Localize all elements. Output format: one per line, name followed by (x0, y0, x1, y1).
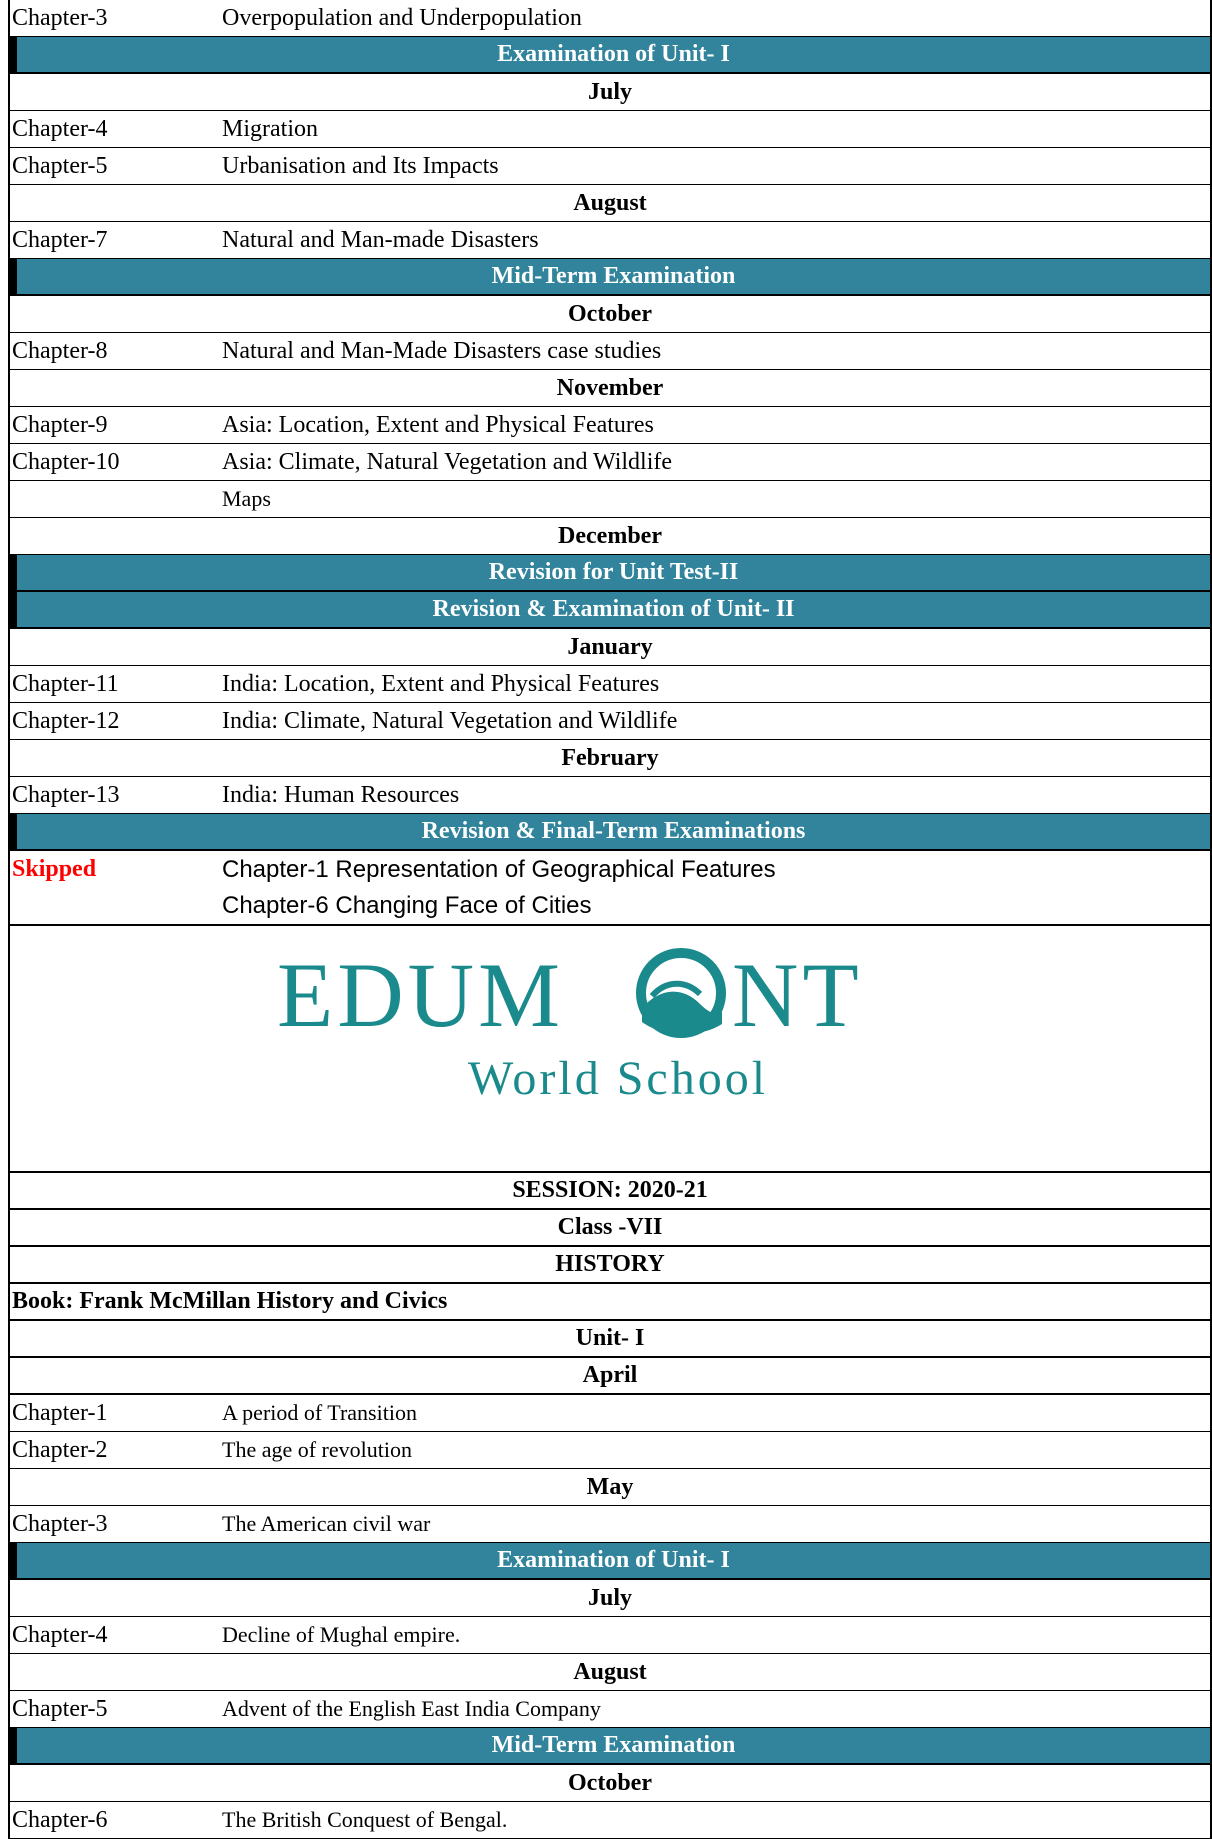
logo-word-left: EDUM (277, 944, 564, 1046)
chapter-number: Chapter-3 (12, 4, 108, 31)
chapter-title: India: Climate, Natural Vegetation and Wildlife (222, 707, 678, 734)
school-logo-row (8, 925, 1212, 1173)
header-text: April (582, 1362, 638, 1388)
chapter-title: Chapter-1 Representation of Geographical Features (222, 855, 776, 883)
exam-banner (8, 37, 1212, 74)
class-row (8, 1210, 1212, 1247)
exam-banner (8, 555, 1212, 592)
chapter-title: The American civil war (222, 1511, 431, 1536)
month-header (8, 740, 1212, 777)
chapter-number: Chapter-10 (12, 448, 120, 475)
header-text: October (568, 1769, 652, 1796)
wave-emblem-icon (641, 953, 722, 1034)
exam-banner-text: Revision & Examination of Unit- II (432, 596, 795, 622)
skipped-label: Skipped (12, 856, 97, 882)
chapter-number: Chapter-1 (12, 1399, 108, 1426)
book-row (8, 1284, 1212, 1321)
subject-row (8, 1247, 1212, 1284)
section-header (8, 1358, 1212, 1395)
logo-word-right: NT (732, 944, 863, 1046)
chapter-number: Chapter-13 (12, 781, 120, 808)
header-text: Unit- I (575, 1325, 645, 1351)
header-text: December (558, 522, 662, 549)
chapter-title: The British Conquest of Bengal. (222, 1807, 508, 1832)
chapter-number: Chapter-3 (12, 1510, 108, 1537)
header-text: October (568, 300, 652, 327)
chapter-row (8, 407, 1212, 444)
exam-banner-text: Revision & Final-Term Examinations (421, 818, 806, 844)
chapter-title: The age of revolution (222, 1437, 412, 1462)
chapter-number: Chapter-5 (12, 152, 108, 179)
exam-banner (8, 814, 1212, 851)
chapter-row (8, 777, 1212, 814)
logo-subtitle: World School (467, 1052, 769, 1105)
exam-banner-text: Examination of Unit- I (497, 41, 730, 67)
chapter-title: Urbanisation and Its Impacts (222, 152, 499, 179)
chapter-title: Overpopulation and Underpopulation (222, 4, 582, 31)
session-row (8, 1173, 1212, 1210)
exam-banner (8, 1728, 1212, 1765)
chapter-row (8, 333, 1212, 370)
history-schedule (8, 1321, 1212, 1839)
header-text: January (567, 633, 653, 660)
header-text: August (573, 1658, 647, 1685)
month-header (8, 370, 1212, 407)
chapter-number: Chapter-8 (12, 337, 108, 364)
chapter-number: Chapter-12 (12, 707, 120, 734)
syllabus-sheet (8, 0, 1212, 1839)
chapter-title: Natural and Man-Made Disasters case studies (222, 337, 662, 364)
book-text: Book: Frank McMillan History and Civics (12, 1288, 448, 1314)
month-header (8, 1765, 1212, 1802)
chapter-row (8, 1395, 1212, 1432)
exam-banner-text: Mid-Term Examination (491, 263, 736, 289)
exam-banner (8, 1543, 1212, 1580)
exam-banner-text: Examination of Unit- I (497, 1547, 730, 1573)
chapter-row (8, 111, 1212, 148)
month-header (8, 296, 1212, 333)
edumont-logo-graphic (10, 926, 1210, 1172)
month-header (8, 518, 1212, 555)
month-header (8, 1580, 1212, 1617)
chapter-title: Chapter-6 Changing Face of Cities (222, 892, 592, 919)
chapter-title: Natural and Man-made Disasters (222, 226, 539, 253)
chapter-row (8, 1506, 1212, 1543)
chapter-row (8, 444, 1212, 481)
chapter-row (8, 666, 1212, 703)
chapter-title: A period of Transition (222, 1400, 417, 1425)
month-header (8, 74, 1212, 111)
chapter-row (8, 1802, 1212, 1839)
geography-schedule (8, 0, 1212, 925)
exam-banner-text: Revision for Unit Test-II (488, 559, 739, 585)
chapter-row (8, 222, 1212, 259)
chapter-title: Maps (222, 486, 271, 511)
chapter-number: Chapter-2 (12, 1436, 108, 1463)
chapter-row (8, 0, 1212, 37)
header-text: August (573, 189, 647, 216)
chapter-title: India: Location, Extent and Physical Features (222, 670, 660, 697)
chapter-title: Asia: Climate, Natural Vegetation and Wildlife (222, 448, 673, 475)
chapter-number: Chapter-4 (12, 115, 108, 142)
header-text: July (587, 78, 632, 105)
school-logo (10, 926, 1210, 1171)
chapter-row (8, 1691, 1212, 1728)
chapter-number: Chapter-9 (12, 411, 108, 438)
section-header (8, 1321, 1212, 1358)
header-text: July (587, 1584, 632, 1611)
chapter-row (8, 1432, 1212, 1469)
month-header (8, 629, 1212, 666)
chapter-title: Asia: Location, Extent and Physical Features (222, 411, 654, 438)
skipped-row (8, 851, 1212, 888)
header-text: November (556, 374, 664, 401)
exam-banner (8, 259, 1212, 296)
chapter-title: Migration (222, 115, 318, 142)
exam-banner (8, 592, 1212, 629)
chapter-number: Chapter-7 (12, 226, 108, 253)
month-header (8, 1654, 1212, 1691)
chapter-row (8, 1617, 1212, 1654)
chapter-row (8, 481, 1212, 518)
chapter-row (8, 703, 1212, 740)
month-header (8, 1469, 1212, 1506)
session-text: SESSION: 2020-21 (512, 1177, 708, 1203)
chapter-row (8, 148, 1212, 185)
chapter-title: Advent of the English East India Company (222, 1696, 601, 1721)
chapter-title: Decline of Mughal empire. (222, 1622, 461, 1647)
header-text: May (586, 1473, 634, 1500)
skipped-row (8, 888, 1212, 925)
subject-text: HISTORY (555, 1251, 665, 1277)
class-text: Class -VII (557, 1214, 663, 1240)
chapter-number: Chapter-5 (12, 1695, 108, 1722)
chapter-title: India: Human Resources (222, 781, 460, 808)
header-text: February (561, 744, 659, 771)
month-header (8, 185, 1212, 222)
exam-banner-text: Mid-Term Examination (491, 1732, 736, 1758)
chapter-number: Chapter-6 (12, 1806, 108, 1833)
chapter-number: Chapter-4 (12, 1621, 108, 1648)
chapter-number: Chapter-11 (12, 670, 119, 697)
